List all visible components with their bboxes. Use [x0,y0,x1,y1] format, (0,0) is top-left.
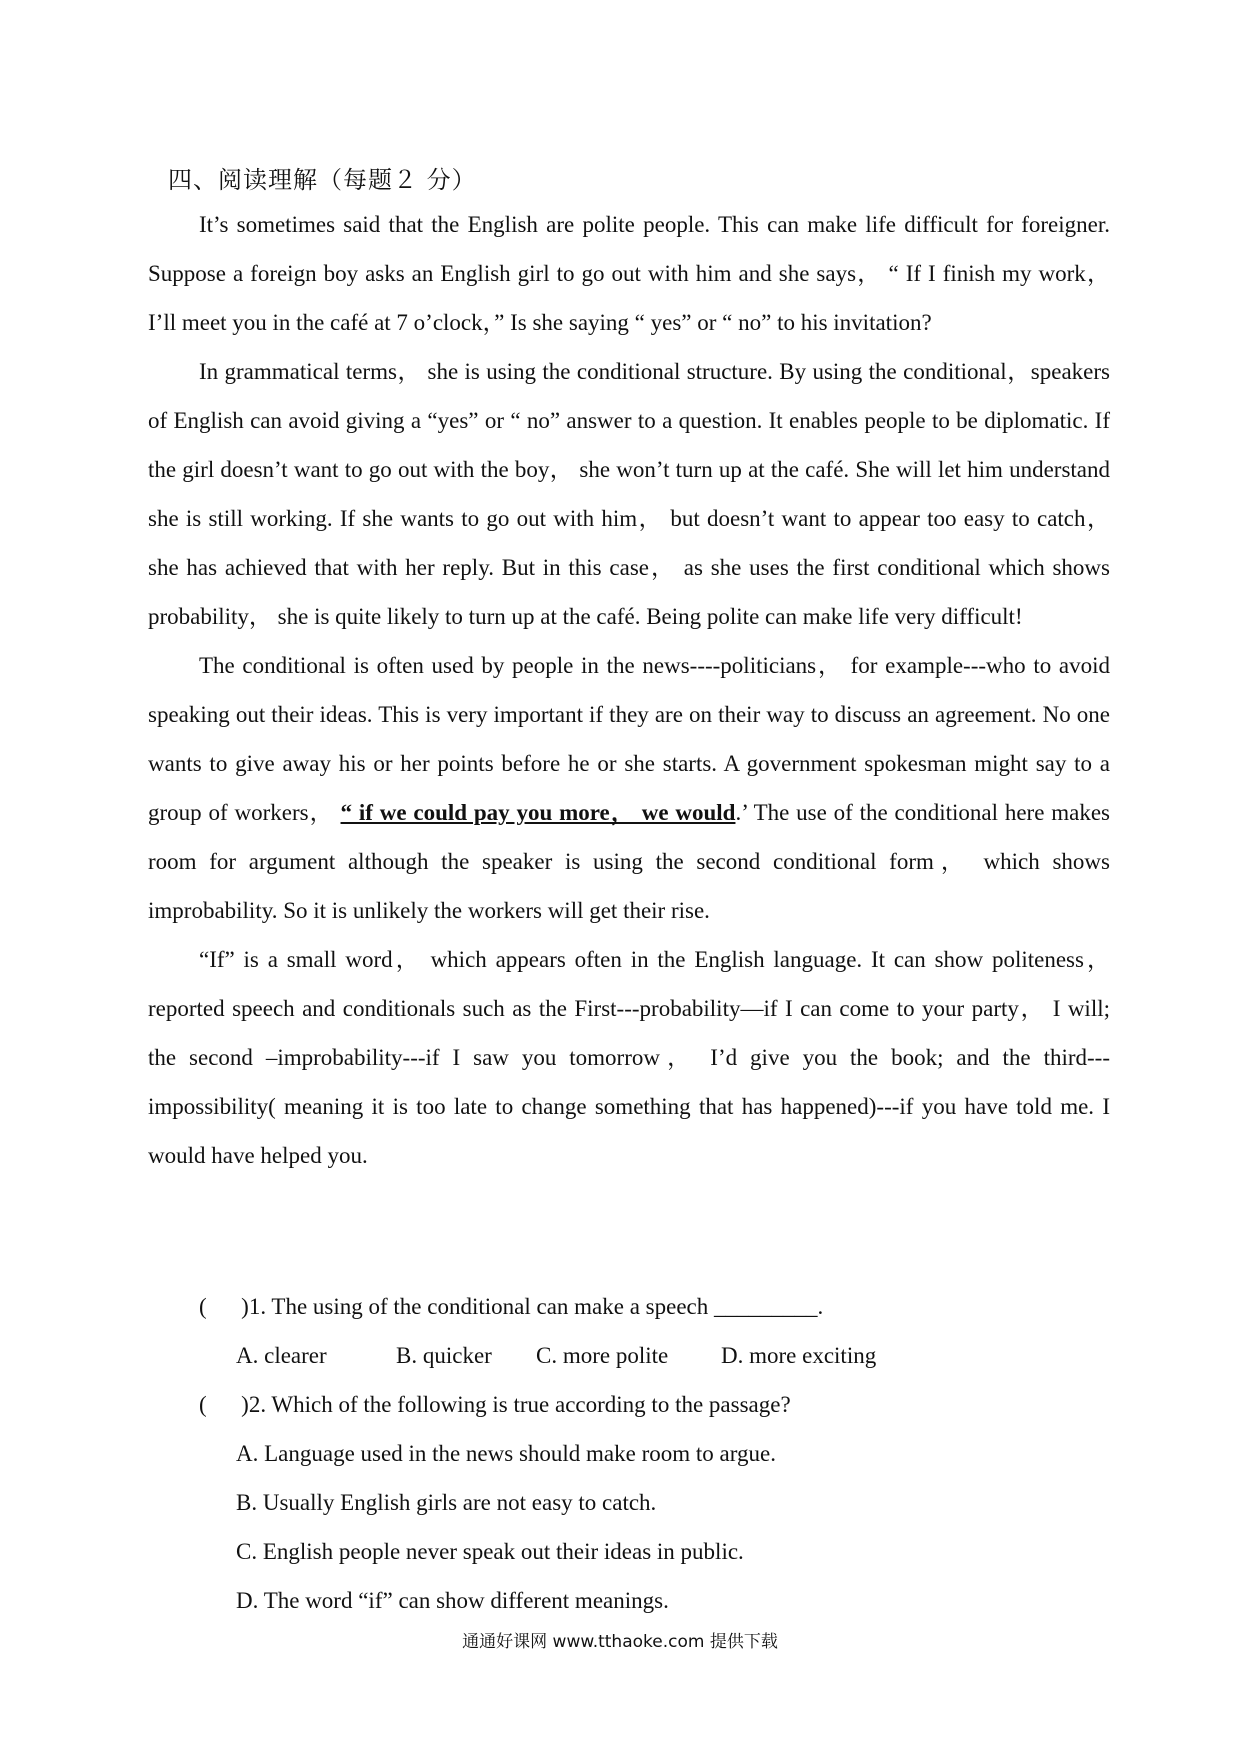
question-2-option-b: B. Usually English girls are not easy to catch. [236,1490,657,1515]
question-1-option-d: D. more exciting [721,1343,877,1368]
question-1-stem: ( )1. The using of the conditional can make a speech _________. [199,1294,824,1319]
passage-paragraph-1: It’s sometimes said that the English are polite people. This can make life difficult for foreigner. Suppose a foreign boy asks an English girl to go out with him and she says， “ If I finish my work， I’ll meet you in the café at 7 o’clock，” Is she saying “ yes” or “ no” to his invitation? [148,212,1110,335]
question-2-option-a: A. Language used in the news should make room to argue. [236,1441,776,1466]
underlined-quote: “ if we could pay you more， we would [340,800,736,825]
reading-passage [148,200,1110,1180]
passage-paragraph-2: In grammatical terms， she is using the conditional structure. By using the conditional，speakers of English can avoid giving a “yes” or “ no” answer to a question. It enables people to be diplomatic. If the girl doesn’t want to go out with the boy， she won’t turn up at the café. She will let him understand she is still working. If she wants to go out with him， but doesn’t want to appear too easy to catch， she has achieved that with her reply. But in this case， as she uses the first conditional which shows probability， she is quite likely to turn up at the café. Being polite can make life very difficult! [148,359,1110,629]
paragraph-3-text-after: .’ The use of the conditional here makes room for argument although the speaker is using the second conditional form， which shows improbability. So it is unlikely the workers will get their rise. [148,800,1111,923]
page-footer: 通通好课网 www.tthaoke.com 提供下载 [462,1632,778,1652]
question-2-option-d: D. The word “if” can show different meanings. [236,1588,669,1613]
paragraph-3-text-before: The conditional is often used by people in the news----politicians， for example---who to avoid speaking out their ideas. This is very important if they are on their way to discuss an agreement. No one wants to give away his or her points before he or she starts. A government spokesman might say to a group of workers， [148,653,1110,825]
question-1-options [148,1331,1110,1380]
question-1-option-a: A. clearer [236,1343,327,1368]
passage-paragraph-4: “If” is a small word， which appears often in the English language. It can show politeness， reported speech and conditionals such as the First---probability—if I can come to your party， I will; the second –improbability---if I saw you tomorrow， I’d give you the book; and the third---impossibility( meaning it is too late to change something that has happened)---if you have told me. I would have helped you. [148,947,1110,1168]
section-title: 四、阅读理解（每题２ 分） [168,166,477,194]
passage-paragraph-3 [148,641,1110,935]
question-list [148,1282,1110,1625]
question-2-option-c: C. English people never speak out their ideas in public. [236,1539,744,1564]
question-2-stem: ( )2. Which of the following is true according to the passage? [199,1392,791,1417]
question-1-option-b: B. quicker [396,1343,492,1368]
question-1-option-c: C. more polite [536,1343,669,1368]
